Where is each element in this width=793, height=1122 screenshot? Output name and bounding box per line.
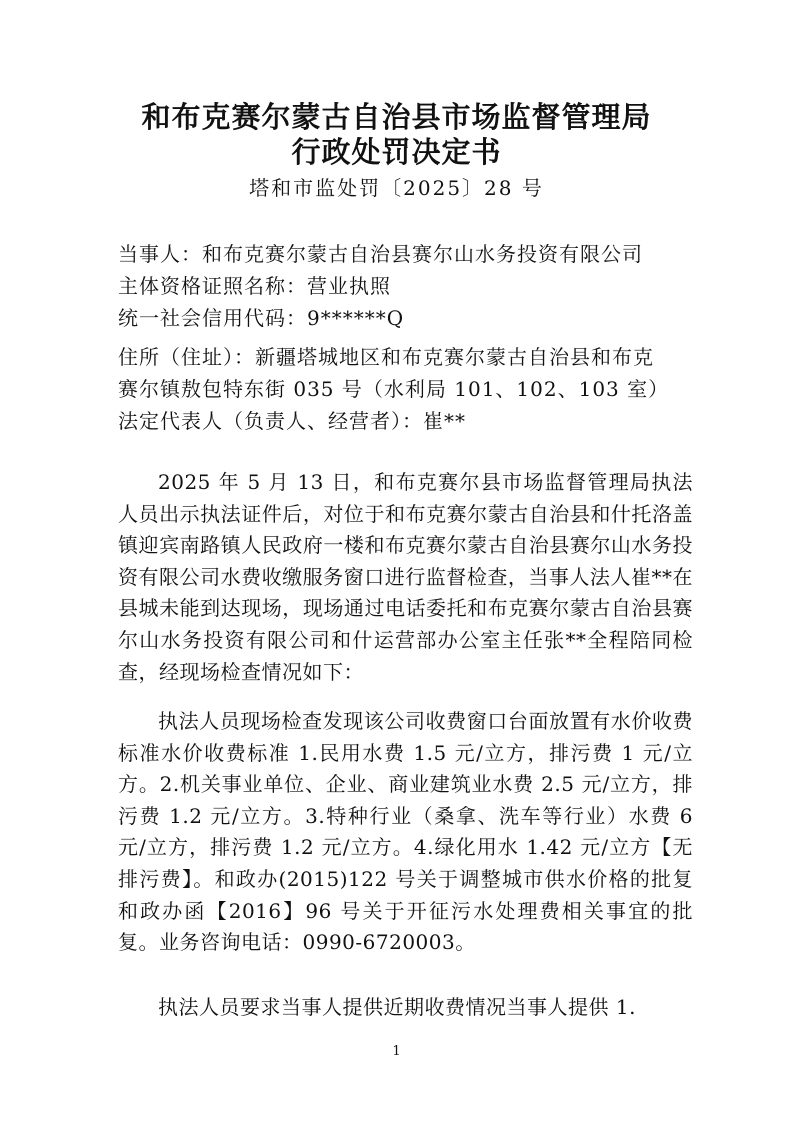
body-paragraph-3: 执法人员要求当事人提供近期收费情况当事人提供 1.	[158, 995, 636, 1019]
document-title-line1: 和布克赛尔蒙古自治县市场监督管理局	[141, 100, 652, 134]
document-number: 塔和市监处罚〔2025〕28 号	[249, 176, 544, 200]
document-title-line2: 行政处罚决定书	[291, 135, 502, 169]
license-type: 主体资格证照名称：营业执照	[118, 274, 391, 298]
credit-code: 统一社会信用代码：9******Q	[118, 306, 405, 330]
address-line1: 住所（住址）：新疆塔城地区和布克赛尔蒙古自治县和布克	[118, 345, 654, 369]
address-line2: 赛尔镇敖包特东街 035 号（水利局 101、102、103 室）	[118, 377, 670, 401]
body-paragraph-2: 执法人员现场检查发现该公司收费窗口台面放置有水价收费标准水价收费标准 1.民用水费 1.5 元/立方，排污费 1 元/立方。2.机关事业单位、企业、商业建筑业水费 2.5 元/立方，排污费 1.2 元/立方。3.特种行业（桑拿、洗车等行业）水费 6 元/立方，排污费 1.2 元/立方。4.绿化用水 1.42 元/立方【无排污费】。和政办(2015)122 号关于调整城市供水价格的批复和政办函【2016】96 号关于开征污水处理费相关事宜的批复。业务咨询电话：0990-6720003。	[118, 709, 693, 955]
page-number: 1	[392, 1044, 401, 1059]
party-name: 当事人：和布克赛尔蒙古自治县赛尔山水务投资有限公司	[118, 242, 643, 266]
body-paragraph-1: 2025 年 5 月 13 日，和布克赛尔县市场监督管理局执法人员出示执法证件后，对位于和布克赛尔蒙古自治县和什托洛盖镇迎宾南路镇人民政府一楼和布克赛尔蒙古自治县赛尔山水务投资有限公司水费收缴服务窗口进行监督检查，当事人法人崔**在县城未能到达现场，现场通过电话委托和布克赛尔蒙古自治县赛尔山水务投资有限公司和什运营部办公室主任张**全程陪同检查，经现场检查情况如下：	[118, 470, 693, 684]
legal-representative: 法定代表人（负责人、经营者）：崔**	[118, 409, 466, 433]
